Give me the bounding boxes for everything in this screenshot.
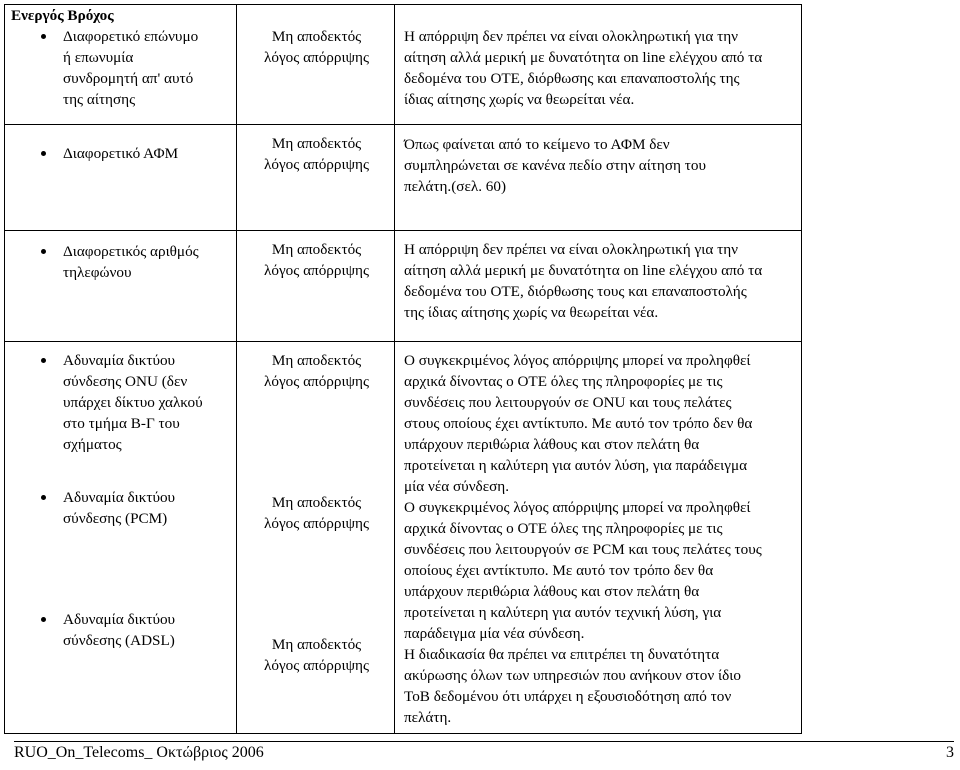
comment-line: πελάτη. <box>404 709 452 726</box>
reason-bullet <box>11 143 232 164</box>
table-row <box>5 231 802 342</box>
reason-line: σύνδεσης ONU (δεν <box>63 373 188 390</box>
comment-line: Όπως φαίνεται από το κείμενο το ΑΦΜ δεν <box>404 136 670 153</box>
status-line: λόγος απόρριψης <box>264 49 369 66</box>
comment-line: συνδέσεις που λειτουργούν σε PCM και τους πελάτες τους <box>404 541 762 558</box>
comment-cell <box>395 231 802 342</box>
reason-line: Διαφορετικό ΑΦΜ <box>63 145 179 162</box>
comment-line: Ο συγκεκριμένος λόγος απόρριψης μπορεί να προληφθεί <box>404 499 751 516</box>
bullet-icon <box>41 495 46 500</box>
reason-line: Αδυναμία δικτύου <box>63 489 176 506</box>
reason-bullet <box>11 241 232 283</box>
footer-document-name: RUO_On_Telecoms_ Οκτώβριος 2006 <box>14 744 264 761</box>
status-line: λόγος απόρριψης <box>264 262 369 279</box>
reason-cell <box>5 231 237 342</box>
comment-line: προτείνεται η καλύτερη για αυτόν τεχνική λύση, για <box>404 604 722 621</box>
status-line: λόγος απόρριψης <box>264 515 369 532</box>
reason-line: Αδυναμία δικτύου <box>63 611 176 628</box>
status-cell <box>237 342 395 734</box>
table-row <box>5 125 802 231</box>
status-line: Μη αποδεκτός <box>271 494 362 511</box>
bullet-icon <box>41 249 46 254</box>
comment-line: Ο συγκεκριμένος λόγος απόρριψης μπορεί να προληφθεί <box>404 352 751 369</box>
comment-line: δεδομένα του ΟΤΕ, διόρθωσης τους και επαναποστολής <box>404 283 747 300</box>
comment-line: συμπληρώνεται σε κανένα πεδίο στην αίτηση του <box>404 157 706 174</box>
comment-line: ToB δεδομένου ότι υπάρχει η εξουσιοδότηση από τον <box>404 688 732 705</box>
comment-line: αίτηση αλλά μερική με δυνατότητα on line ελέγχου από τα <box>404 49 763 66</box>
status-cell <box>237 125 395 231</box>
comment-line: ίδιας αίτησης χωρίς να θεωρείται νέα. <box>404 91 635 108</box>
comment-line: υπάρχουν περιθώρια λάθους και στον πελάτη θα <box>404 583 700 600</box>
comment-line: Η διαδικασία θα πρέπει να επιτρέπει τη δυνατότητα <box>404 646 720 663</box>
reason-cell <box>5 342 237 734</box>
reason-line: της αίτησης <box>63 91 136 108</box>
comment-line: αρχικά δίνοντας ο ΟΤΕ όλες της πληροφορίες με τις <box>404 520 723 537</box>
reason-bullet <box>11 350 232 455</box>
comment-line: αρχικά δίνοντας ο ΟΤΕ όλες της πληροφορίες με τις <box>404 373 723 390</box>
status-cell <box>237 231 395 342</box>
status-line: Μη αποδεκτός <box>271 135 362 152</box>
reason-bullet <box>11 26 232 110</box>
reason-cell <box>5 125 237 231</box>
comment-line: δεδομένα του ΟΤΕ, διόρθωσης και επαναποστολής της <box>404 70 740 87</box>
comment-line: οποίους έχει αντίκτυπο. Με αυτό τον τρόπο δεν θα <box>404 562 714 579</box>
bullet-icon <box>41 617 46 622</box>
reason-line: συνδρομητή απ' αυτό <box>63 70 194 87</box>
comment-line: μία νέα σύνδεση. <box>404 478 510 495</box>
bullet-icon <box>41 358 46 363</box>
reason-line: Διαφορετικός αριθμός <box>63 243 199 260</box>
reason-line: στο τμήμα Β-Γ του <box>63 415 180 432</box>
reason-line: σύνδεσης (ADSL) <box>63 632 175 649</box>
comment-line: αίτηση αλλά μερική με δυνατότητα on line ελέγχου από τα <box>404 262 763 279</box>
status-line: Μη αποδεκτός <box>271 352 362 369</box>
comment-line: Η απόρριψη δεν πρέπει να είναι ολοκληρωτική για την <box>404 241 739 258</box>
status-line: λόγος απόρριψης <box>264 373 369 390</box>
table-row <box>5 5 802 125</box>
comment-cell <box>395 5 802 125</box>
status-line: Μη αποδεκτός <box>271 28 362 45</box>
table-row <box>5 342 802 734</box>
reason-line: σύνδεσης (PCM) <box>63 510 168 527</box>
comment-line: ακύρωσης όλων των υπηρεσιών που ανήκουν στον ίδιο <box>404 667 741 684</box>
comment-line: της ίδιας αίτησης χωρίς να θεωρείται νέα. <box>404 304 659 321</box>
comment-line: στους οποίους έχει αντίκτυπο. Με αυτό τον τρόπο δεν θα <box>404 415 753 432</box>
status-line: Μη αποδεκτός <box>271 241 362 258</box>
group-title: Ενεργός Βρόχος <box>11 7 114 24</box>
status-line: λόγος απόρριψης <box>264 156 369 173</box>
reason-line: Διαφορετικό επώνυμο <box>63 28 199 45</box>
reason-line: ή επωνυμία <box>63 49 134 66</box>
comment-cell <box>395 342 802 734</box>
status-line: λόγος απόρριψης <box>264 657 369 674</box>
page-number: 3 <box>946 744 954 761</box>
reason-line: Αδυναμία δικτύου <box>63 352 176 369</box>
reason-bullet <box>11 609 232 651</box>
comment-line: προτείνεται η καλύτερη για αυτόν λύση, για παράδειγμα <box>404 457 748 474</box>
reason-cell <box>5 5 237 125</box>
comment-line: Η απόρριψη δεν πρέπει να είναι ολοκληρωτική για την <box>404 28 739 45</box>
reason-line: σχήματος <box>63 436 122 453</box>
status-cell <box>237 5 395 125</box>
reason-bullet <box>11 487 232 529</box>
comment-line: πελάτη.(σελ. 60) <box>404 178 507 195</box>
comment-line: συνδέσεις που λειτουργούν σε ONU και τους πελάτες <box>404 394 732 411</box>
comment-line: υπάρχουν περιθώρια λάθους και στον πελάτη θα <box>404 436 700 453</box>
comment-line: παράδειγμα μία νέα σύνδεση. <box>404 625 585 642</box>
comment-cell <box>395 125 802 231</box>
bullet-icon <box>41 151 46 156</box>
reason-line: υπάρχει δίκτυο χαλκού <box>63 394 203 411</box>
rejection-reasons-table <box>4 4 802 734</box>
status-line: Μη αποδεκτός <box>271 636 362 653</box>
reason-line: τηλεφώνου <box>63 264 132 281</box>
bullet-icon <box>41 34 46 39</box>
